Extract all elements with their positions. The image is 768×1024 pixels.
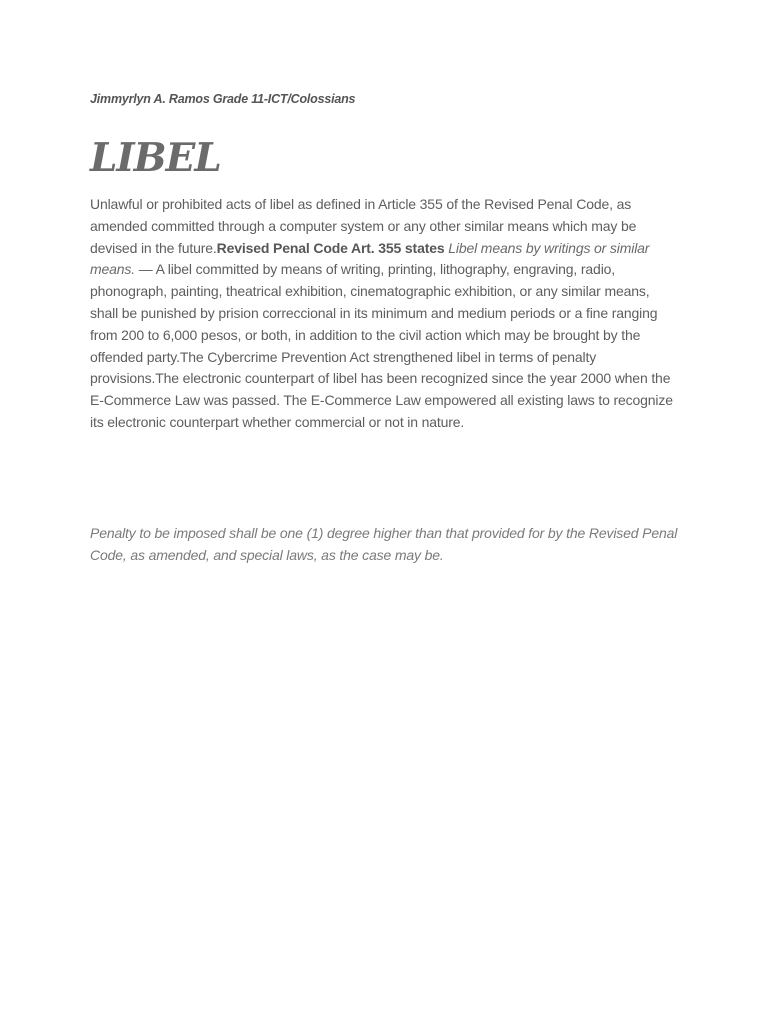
- paragraph-bold-reference: Revised Penal Code Art. 355 states: [216, 239, 445, 256]
- body-paragraph: [90, 194, 680, 434]
- paragraph-italic-definition: Libel means by writings or similar means.: [90, 239, 650, 278]
- paragraph-rest: — A libel committed by means of writing, printing, lithography, engraving, radio, phonograph, painting, theatrical exhibition, cinematographic exhibition, or any similar means, shall be punished by prision correccional in its minimum and medium periods or a fine ranging from 200 to 6,000 pesos, or both, in addition to the civil action which may be brought by the offended party.The Cybercrime Prevention Act strengthened libel in terms of penalty provisions.The electronic counterpart of libel has been recognized since the year 2000 when the E-Commerce Law was passed. The E-Commerce Law empowered all existing laws to recognize its electronic counterpart whether commercial or not in nature.: [90, 261, 673, 430]
- document-title: LIBEL: [90, 135, 221, 181]
- penalty-note: Penalty to be imposed shall be one (1) degree higher than that provided for by the Revised Penal Code, as amended, and special laws, as the case may be.: [90, 525, 678, 563]
- paragraph-intro: Unlawful or prohibited acts of libel as defined in Article 355 of the Revised Penal Code, as amended committed through a computer system or any other similar means which may be devised in the future.: [90, 196, 637, 256]
- author-line: Jimmyrlyn A. Ramos Grade 11-ICT/Colossians: [90, 92, 356, 106]
